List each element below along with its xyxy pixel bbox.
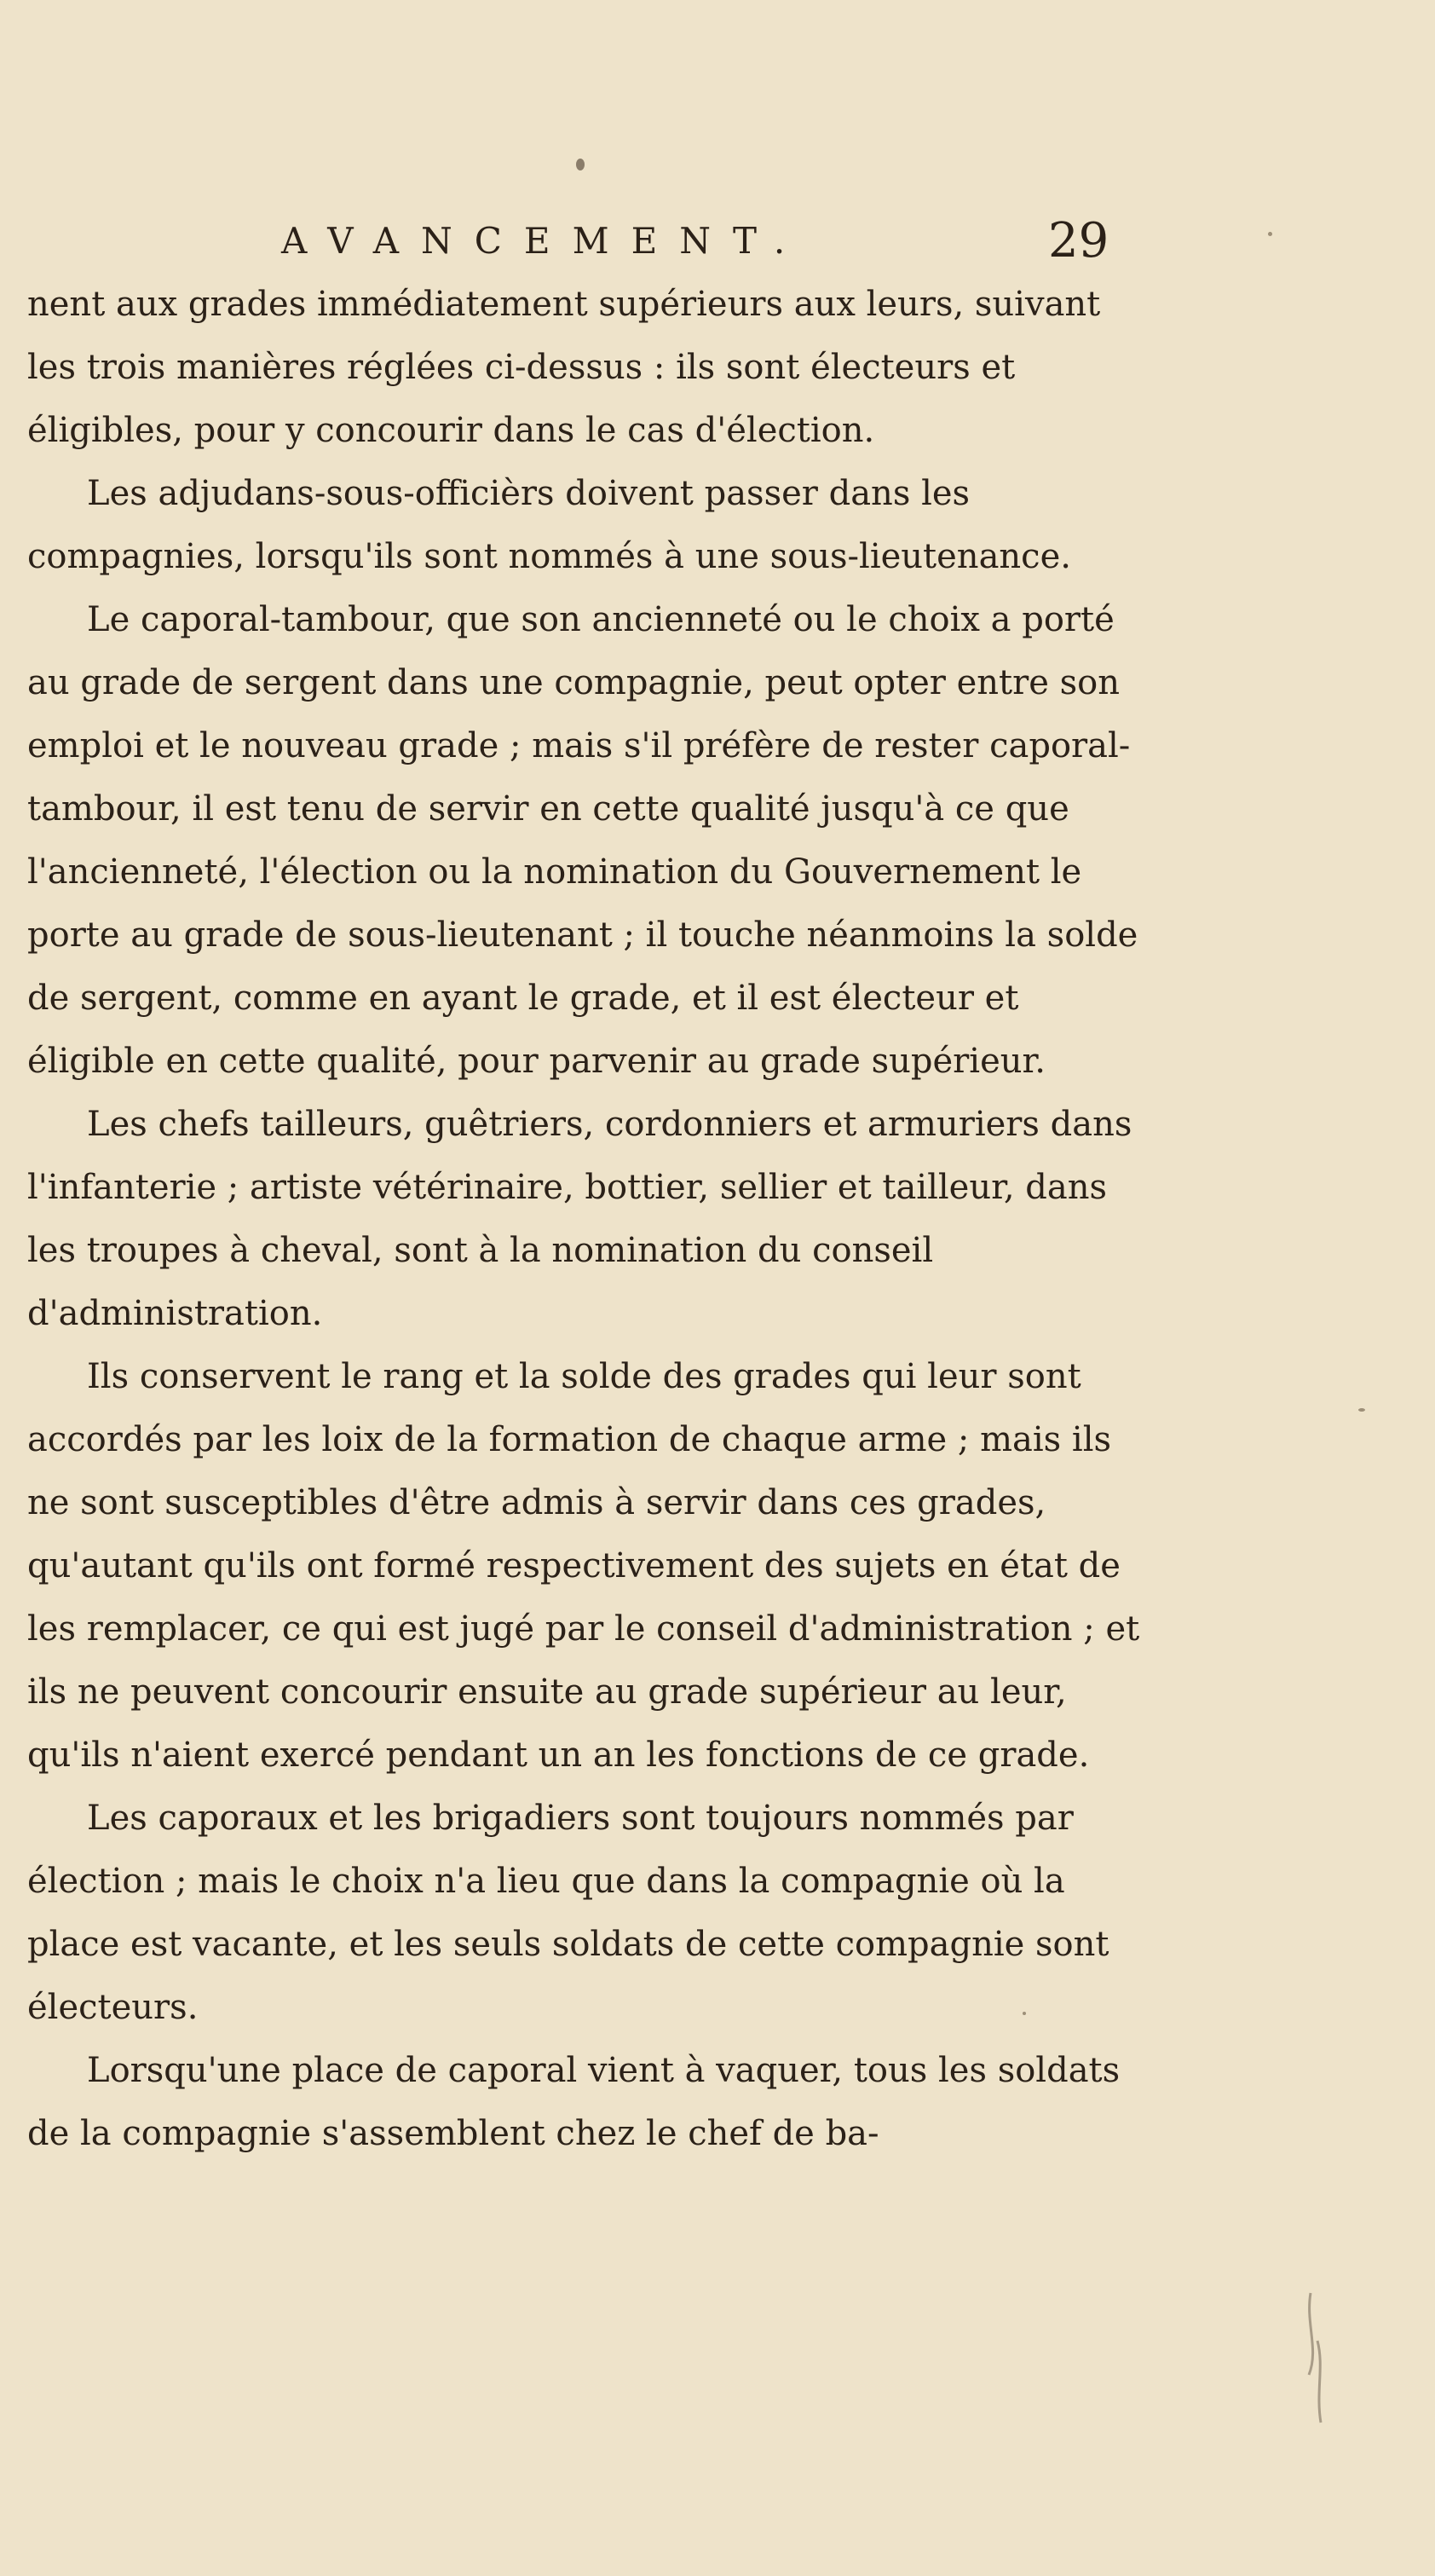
paper-speck bbox=[1358, 1408, 1365, 1412]
paragraph: Le caporal-tambour, que son ancienneté ou le choix a porté au grade de sergent dans une compagnie, peut opter entre son emploi et le nouveau grade ; mais s'il préfère de rester caporal-tambour, il est tenu de servir en cette qualité jusqu'à ce que l'ancienneté, l'élection ou la nomination du Gouvernement le porte au grade de sous-lieutenant ; il touche néanmoins la solde de sergent, comme en ayant le grade, et il est électeur et éligible en cette qualité, pour parvenir au grade supérieur. bbox=[27, 600, 1138, 1081]
ink-mark bbox=[576, 159, 585, 170]
paragraph: Lorsqu'une place de caporal vient à vaquer, tous les soldats de la compagnie s'assemblent chez le chef de ba- bbox=[27, 2051, 1121, 2153]
running-title: AVANCEMENT. bbox=[281, 220, 808, 262]
paragraph: Ils conservent le rang et la solde des grades qui leur sont accordés par les loix de la formation de chaque arme ; mais ils ne sont susceptibles d'être admis à servir dans ces grades, qu'autant qu'ils ont formé respectivement des sujets en état de les remplacer, ce qui est jugé par le conseil d'administration ; et ils ne peuvent concourir ensuite au grade supérieur au leur, qu'ils n'aient exercé pendant un an les fonctions de ce grade. bbox=[27, 1357, 1140, 1775]
body-text bbox=[27, 273, 1152, 2165]
paragraph: Les adjudans-sous-officièrs doivent passer dans les compagnies, lorsqu'ils sont nommés à une sous-lieutenance. bbox=[27, 474, 1071, 576]
paragraph: nent aux grades immédiatement supérieurs aux leurs, suivant les trois manières réglées ci-dessus : ils sont électeurs et éligibles, pour y concourir dans le cas d'élection. bbox=[27, 285, 1101, 450]
paragraph: Les caporaux et les brigadiers sont toujours nommés par élection ; mais le choix n'a lieu que dans la compagnie où la place est vacante, et les seuls soldats de cette compagnie sont électeurs. bbox=[27, 1799, 1109, 2027]
page-header bbox=[281, 211, 1133, 271]
paragraph: Les chefs tailleurs, guêtriers, cordonniers et armuriers dans l'infanterie ; artiste vétérinaire, bottier, sellier et tailleur, dans les troupes à cheval, sont à la nomination du conseil d'administration. bbox=[27, 1105, 1132, 1333]
page-number: 29 bbox=[1048, 213, 1109, 269]
pencil-mark-icon bbox=[1299, 2290, 1333, 2426]
paper-speck bbox=[1268, 232, 1272, 236]
